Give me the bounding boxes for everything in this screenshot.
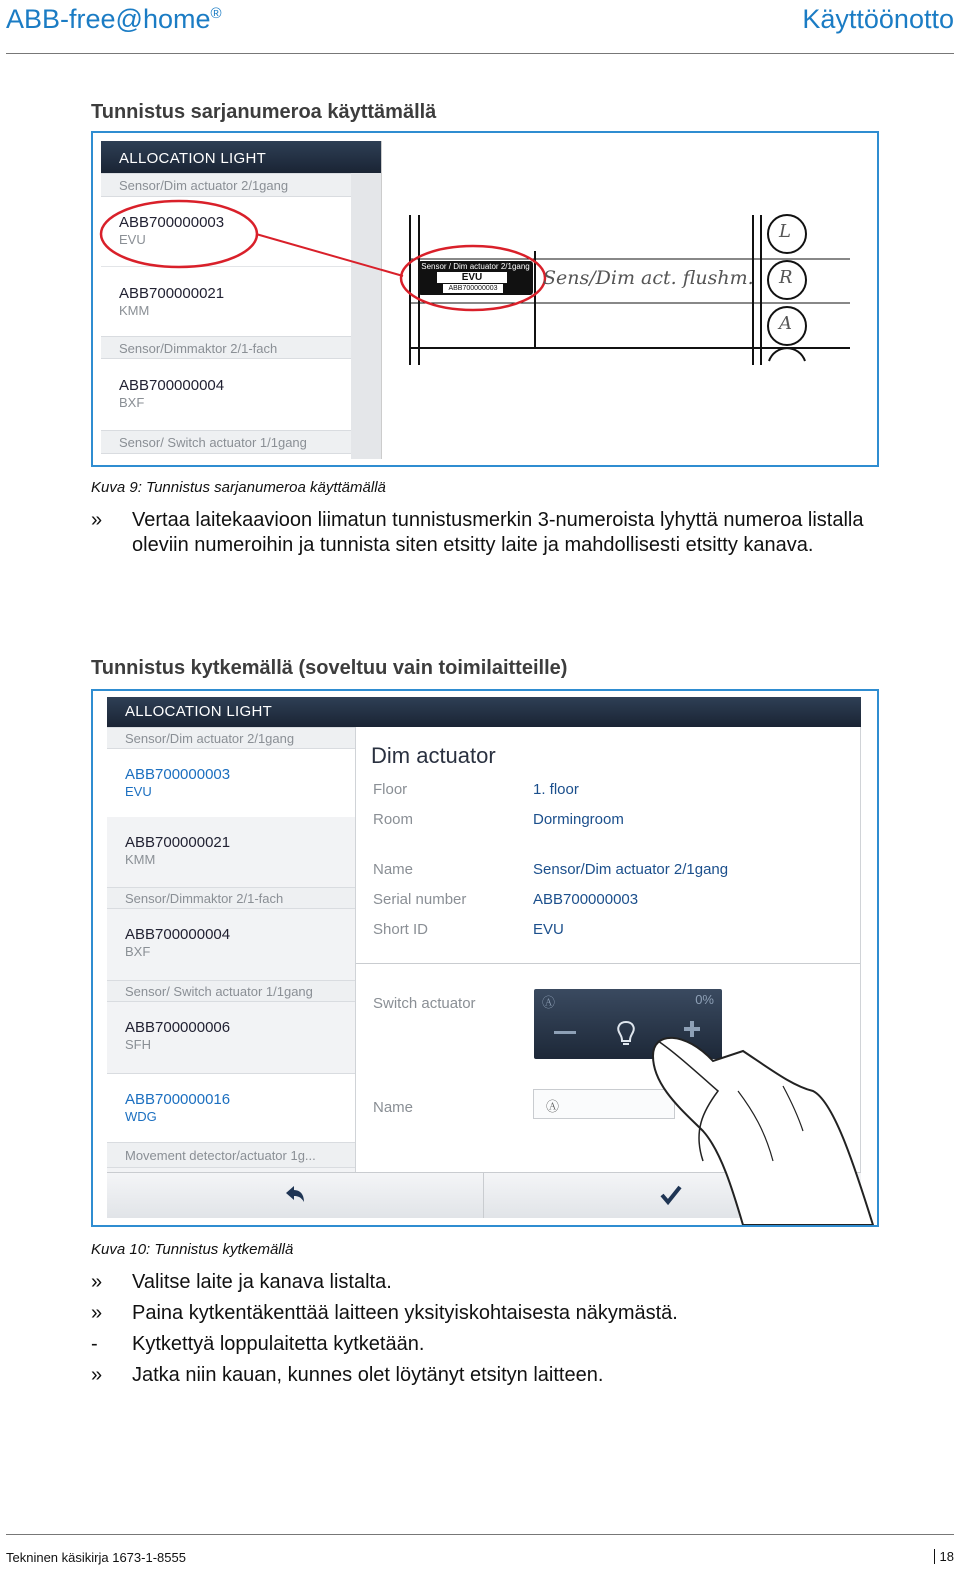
short-id: KMM (125, 852, 156, 867)
plan-label-short-id: EVU (461, 272, 483, 283)
list-group-header: Sensor/ Switch actuator 1/1gang (101, 430, 381, 454)
bullet-mark: » (91, 1271, 103, 1293)
room-label: Room (373, 811, 414, 828)
serial-value: ABB700000003 (533, 891, 639, 908)
bullet-item (91, 1301, 871, 1326)
section-title-switching: Tunnistus kytkemällä (soveltuu vain toimilaitteille) (91, 657, 568, 679)
serial-number: ABB700000021 (119, 285, 225, 302)
bullet-text: Valitse laite ja kanava listalta. (132, 1271, 392, 1293)
channel-name-label: Name (373, 1099, 414, 1116)
bullet-text: Kytkettyä loppulaitetta kytketään. (132, 1333, 425, 1355)
panel-heading: ALLOCATION LIGHT (107, 697, 861, 727)
list-group-header: Sensor/Dimmaktor 2/1-fach (101, 336, 381, 359)
plan-label-serial: ABB700000003 (448, 285, 498, 292)
circle-label: R (779, 267, 793, 288)
panel-heading: ALLOCATION LIGHT (101, 141, 381, 173)
section-title-serial: Tunnistus sarjanumeroa käyttämällä (91, 101, 437, 123)
list-group-header: Sensor/Dimmaktor 2/1-fach (107, 887, 355, 909)
bullet-mark: » (91, 1364, 103, 1386)
handwritten-note: Sens/Dim act. flushm. (543, 267, 754, 289)
serial-number: ABB700000004 (119, 377, 225, 394)
switch-actuator-label: Switch actuator (373, 995, 476, 1012)
short-id-label: Short ID (373, 921, 429, 938)
short-id: EVU (119, 232, 146, 247)
hand-pointer-illustration (93, 691, 877, 1225)
short-id: BXF (119, 395, 145, 410)
list-group-header: Sensor/Dim actuator 2/1gang (101, 173, 381, 197)
serial-number: ABB700000006 (125, 1019, 231, 1036)
room-value: Dormingroom (533, 811, 624, 828)
figure-switch-identification (91, 689, 879, 1227)
short-id: SFH (125, 1037, 151, 1052)
figure-caption: Kuva 9: Tunnistus sarjanumeroa käyttämällä (91, 479, 386, 496)
serial-number: ABB700000004 (125, 926, 231, 943)
bullet-item (91, 508, 871, 558)
serial-number: ABB700000003 (125, 766, 231, 783)
bullet-item (91, 1332, 871, 1357)
bullet-text: Paina kytkentäkenttää laitteen yksityiskohtaisesta näkymästä. (132, 1302, 678, 1324)
short-id: EVU (125, 784, 152, 799)
bullet-item (91, 1363, 871, 1388)
page-number: 18 (934, 1549, 954, 1564)
serial-label: Serial number (373, 891, 467, 908)
serial-number: ABB700000021 (125, 834, 231, 851)
detail-title: Dim actuator (371, 743, 496, 768)
serial-number: ABB700000003 (119, 214, 225, 231)
header-divider (6, 53, 954, 54)
bullet-text: Jatka niin kauan, kunnes olet löytänyt etsityn laitteen. (132, 1364, 604, 1386)
plan-label-device-type: Sensor / Dim actuator 2/1gang (421, 262, 530, 271)
figure-caption: Kuva 10: Tunnistus kytkemällä (91, 1241, 294, 1258)
floor-label: Floor (373, 781, 408, 798)
bullet-mark: » (91, 509, 103, 531)
document-brand: ABB-free@home® (6, 4, 222, 34)
short-id: BXF (125, 944, 151, 959)
bullet-item (91, 1270, 871, 1295)
channel-indicator: Ⓐ (542, 995, 556, 1010)
channel-name-field[interactable]: Ⓐ (533, 1089, 675, 1119)
floor-plan-drawing (93, 133, 877, 465)
footer-divider (6, 1534, 954, 1535)
short-id: WDG (125, 1109, 157, 1124)
bullet-mark: - (91, 1333, 98, 1355)
bullet-mark: » (91, 1302, 103, 1324)
list-group-header: Sensor/ Switch actuator 1/1gang (107, 980, 355, 1002)
circle-label: A (779, 313, 792, 334)
figure-serial-identification (91, 131, 879, 467)
short-id-value: EVU (533, 921, 564, 938)
floor-value: 1. floor (533, 781, 579, 798)
list-group-header: Sensor/Dim actuator 2/1gang (107, 727, 355, 749)
serial-number: ABB700000016 (125, 1091, 231, 1108)
list-group-header: Movement detector/actuator 1g... (107, 1142, 355, 1168)
short-id: KMM (119, 303, 150, 318)
circle-label: L (779, 221, 791, 242)
name-label: Name (373, 861, 414, 878)
name-value: Sensor/Dim actuator 2/1gang (533, 861, 729, 878)
footer-document-title: Tekninen käsikirja 1673-1-8555 (6, 1550, 186, 1565)
chapter-title: Käyttöönotto (802, 4, 954, 34)
dim-percentage: 0% (695, 992, 714, 1007)
bullet-text: Vertaa laitekaavioon liimatun tunnistusmerkin 3-numeroista lyhyttä numeroa listalla oleviin numeroihin ja tunnista siten etsitty laite ja mahdollisesti etsitty kanava. (132, 509, 864, 556)
